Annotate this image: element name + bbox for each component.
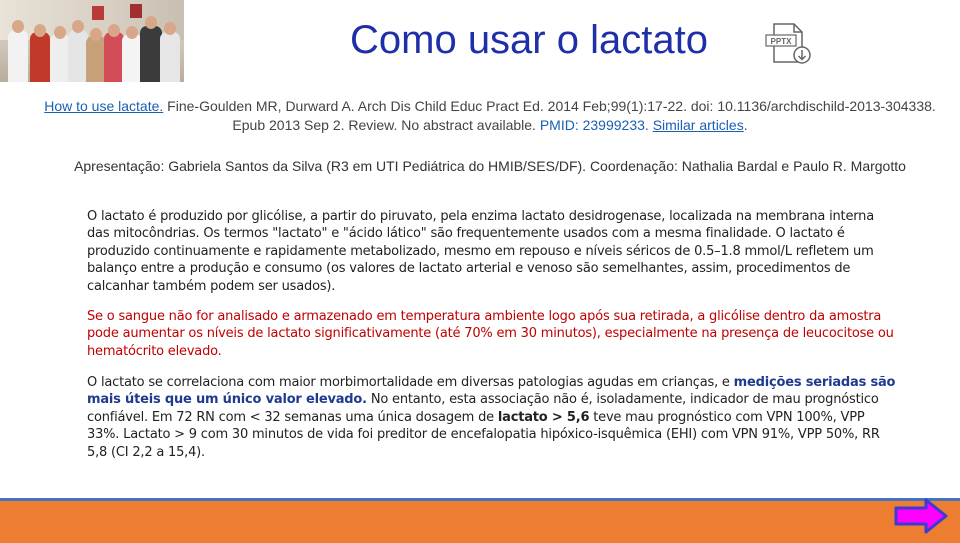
paragraph-sample-warning: Se o sangue não for analisado e armazenado em temperatura ambiente logo após sua retirada, a glicólise dentro da amostra pode aumentar os níveis de lactato significativamente (até 70% em 30 minutos), especialmente na presença de leucocitose ou hematócrito elevado. bbox=[87, 309, 894, 359]
highlight-lactate-threshold: lactato > 5,6 bbox=[497, 409, 590, 425]
pptx-file-icon[interactable] bbox=[764, 22, 812, 66]
footer-bar bbox=[0, 498, 960, 543]
similar-articles-link[interactable]: Similar articles bbox=[652, 117, 744, 133]
highlight-serial-measurements: medições seriadas são mais úteis que um único valor elevado. bbox=[87, 375, 896, 408]
presentation-credits: Apresentação: Gabriela Santos da Silva (R3 em UTI Pediátrica do HMIB/SES/DF). Coordenação: Nathalia Bardal e Paulo R. Margotto bbox=[74, 158, 906, 174]
page-title: Como usar o lactato bbox=[350, 18, 708, 62]
reference-citation: How to use lactate. Fine-Goulden MR, Durward A. Arch Dis Child Educ Pract Ed. 2014 Feb;99(1):17-22. doi: 10.1136/archdischild-2013-304338. Epub 2013 Sep 2. Review. No abstract available. PMID: 23999233. Similar articles. bbox=[44, 98, 936, 133]
pmid-text: PMID: 23999233. bbox=[539, 117, 649, 133]
next-arrow-icon[interactable] bbox=[892, 497, 950, 535]
paragraph-lactate-production: O lactato é produzido por glicólise, a partir do piruvato, pela enzima lactato desidrogenase, localizada na membrana interna das mitocôndrias. Os termos "lactato" e "ácido lático" são frequentemente usados com a mesma finalidade. O lactato é produzido continuamente e rapidamente metabolizado, mesmo em repouso e níveis séricos de 0.5–1.8 mmol/L refletem um balanço entre a produção e consumo (os valores de lactato arterial e venoso são semelhantes, assim, procedimentos de calcanhar também podem ser usados). bbox=[87, 209, 874, 294]
citation-text: Fine-Goulden MR, Durward A. Arch Dis Child Educ Pract Ed. 2014 Feb;99(1):17-22. doi: 10.1136/archdischild-2013-304338. Epub 2013 Sep 2. Review. No abstract available. bbox=[163, 98, 936, 133]
paragraph-prognosis: O lactato se correlaciona com maior morbimortalidade em diversas patologias agudas em crianças, e medições seriadas são mais úteis que um único valor elevado. No entanto, esta associação não é, isoladamente, indicador de mau prognóstico confiável. Em 72 RN com < 32 semanas uma única dosagem de lactato > 5,6 teve mau prognóstico com VPN 100%, VPP 33%. Lactato > 9 com 30 minutos de vida foi preditor de encefalopatia hipóxico-isquêmica (EHI) com VPN 91%, VPP 50%, RR 5,8 (CI 2,2 a 15,4). bbox=[87, 375, 896, 460]
article-link[interactable]: How to use lactate. bbox=[44, 98, 164, 114]
svg-text:PPTX: PPTX bbox=[770, 37, 792, 46]
team-photo bbox=[0, 0, 184, 82]
